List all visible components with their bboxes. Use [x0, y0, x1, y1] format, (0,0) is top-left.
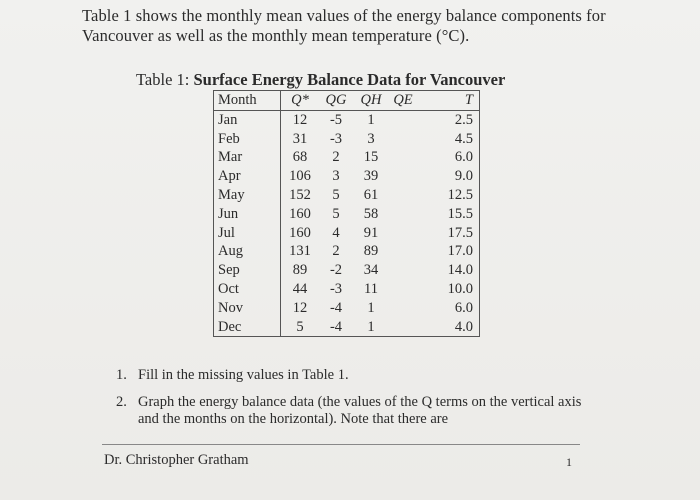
qg-cell: -4: [319, 318, 353, 337]
qh-cell: 61: [363, 186, 379, 203]
q-star-cell: 89: [292, 262, 308, 279]
qe-cell: [389, 110, 417, 129]
table-row: [214, 205, 480, 224]
page-number: 1: [566, 455, 572, 469]
header-qh: QH: [353, 91, 389, 111]
temperature-cell: 14.0: [417, 261, 480, 280]
month-cell: Aug: [214, 242, 281, 261]
qg-cell: 3: [332, 168, 340, 185]
qg-cell: -5: [329, 111, 343, 128]
table-caption-label: Table 1:: [136, 70, 190, 89]
temperature-cell: 12.5: [417, 186, 480, 205]
month-cell: Jan: [214, 110, 281, 129]
qe-cell: [389, 318, 417, 337]
qe-cell: [389, 186, 417, 205]
header-q-star: Q*: [281, 91, 320, 111]
table-caption: [136, 70, 505, 90]
qh-cell: 3: [367, 130, 375, 147]
table-row: [214, 186, 480, 205]
q-star-cell: 44: [292, 280, 308, 297]
question-item: [116, 367, 586, 384]
question-text: Graph the energy balance data (the values of the Q terms on the vertical axis and the months on the horizontal). Note that there are: [138, 394, 582, 427]
qg-cell: 2: [332, 243, 340, 260]
q-star-cell: 152: [289, 186, 311, 203]
qg-cell: 4: [332, 224, 340, 241]
qh-cell: 15: [363, 149, 379, 166]
qg-cell: -2: [329, 262, 343, 279]
temperature-cell: 15.5: [417, 205, 480, 224]
question-text: Fill in the missing values in Table 1.: [138, 367, 349, 383]
qg-cell: -4: [329, 299, 343, 316]
table-row: [214, 167, 480, 186]
q-star-cell: 106: [289, 168, 311, 185]
qh-cell: 89: [363, 243, 379, 260]
month-cell: Apr: [214, 167, 281, 186]
month-cell: Sep: [214, 261, 281, 280]
temperature-cell: 9.0: [417, 167, 480, 186]
energy-balance-table: [213, 90, 480, 337]
qe-cell: [389, 148, 417, 167]
month-cell: Dec: [214, 318, 281, 337]
month-cell: Mar: [214, 148, 281, 167]
month-cell: Oct: [214, 280, 281, 299]
qe-cell: [389, 299, 417, 318]
question-item: [116, 394, 586, 428]
q-star-cell: 31: [292, 130, 308, 147]
temperature-cell: 17.5: [417, 224, 480, 243]
qh-cell: 1: [353, 318, 389, 337]
table-row: [214, 242, 480, 261]
questions-list: [116, 367, 586, 438]
header-month: Month: [214, 91, 281, 111]
qg-cell: 5: [332, 205, 340, 222]
temperature-cell: 17.0: [417, 242, 480, 261]
header-qe: QE: [389, 91, 417, 111]
table-row: [214, 261, 480, 280]
month-cell: Jul: [214, 224, 281, 243]
table-row: [214, 318, 480, 337]
header-temperature: T: [417, 91, 480, 111]
qg-cell: -3: [329, 280, 343, 297]
qh-cell: 34: [363, 262, 379, 279]
month-cell: Feb: [214, 130, 281, 149]
q-star-cell: 12: [292, 299, 308, 316]
qg-cell: -3: [329, 130, 343, 147]
qe-cell: [389, 242, 417, 261]
qg-cell: 2: [332, 149, 340, 166]
q-star-cell: 160: [289, 224, 311, 241]
q-star-cell: 68: [292, 149, 308, 166]
q-star-cell: 131: [289, 243, 311, 260]
temperature-cell: 4.0: [417, 318, 480, 337]
qe-cell: [389, 280, 417, 299]
table-row: [214, 224, 480, 243]
q-star-cell: 12: [292, 111, 308, 128]
qh-cell: 1: [367, 299, 375, 316]
footer-author: Dr. Christopher Gratham: [104, 452, 249, 468]
q-star-cell: 160: [289, 205, 311, 222]
table-header-row: [214, 91, 480, 111]
question-number: 1.: [116, 367, 127, 383]
table-row: [214, 299, 480, 318]
temperature-cell: 6.0: [417, 299, 480, 318]
qh-cell: 91: [363, 224, 379, 241]
qe-cell: [389, 205, 417, 224]
qe-cell: [389, 130, 417, 149]
temperature-cell: 10.0: [417, 280, 480, 299]
table-caption-title: Surface Energy Balance Data for Vancouver: [193, 70, 506, 89]
table-row: [214, 148, 480, 167]
intro-paragraph: Table 1 shows the monthly mean values of the energy balance components for Vancouver as well as the monthly mean temperature (°C).: [82, 6, 606, 45]
qh-cell: 1: [367, 111, 375, 128]
qh-cell: 11: [364, 280, 378, 297]
header-qg: QG: [319, 91, 353, 111]
table-row: [214, 280, 480, 299]
qe-cell: [389, 224, 417, 243]
month-cell: May: [214, 186, 281, 205]
qg-cell: 5: [332, 186, 340, 203]
table-row: [214, 110, 480, 129]
qe-cell: [389, 167, 417, 186]
qh-cell: 39: [363, 168, 379, 185]
footer-divider: [102, 444, 580, 445]
table-row: [214, 130, 480, 149]
qe-cell: [389, 261, 417, 280]
month-cell: Nov: [214, 299, 281, 318]
temperature-cell: 6.0: [417, 148, 480, 167]
qh-cell: 58: [363, 205, 379, 222]
temperature-cell: 2.5: [417, 110, 480, 129]
month-cell: Jun: [214, 205, 281, 224]
q-star-cell: 5: [281, 318, 320, 337]
question-number: 2.: [116, 394, 127, 410]
temperature-cell: 4.5: [417, 130, 480, 149]
